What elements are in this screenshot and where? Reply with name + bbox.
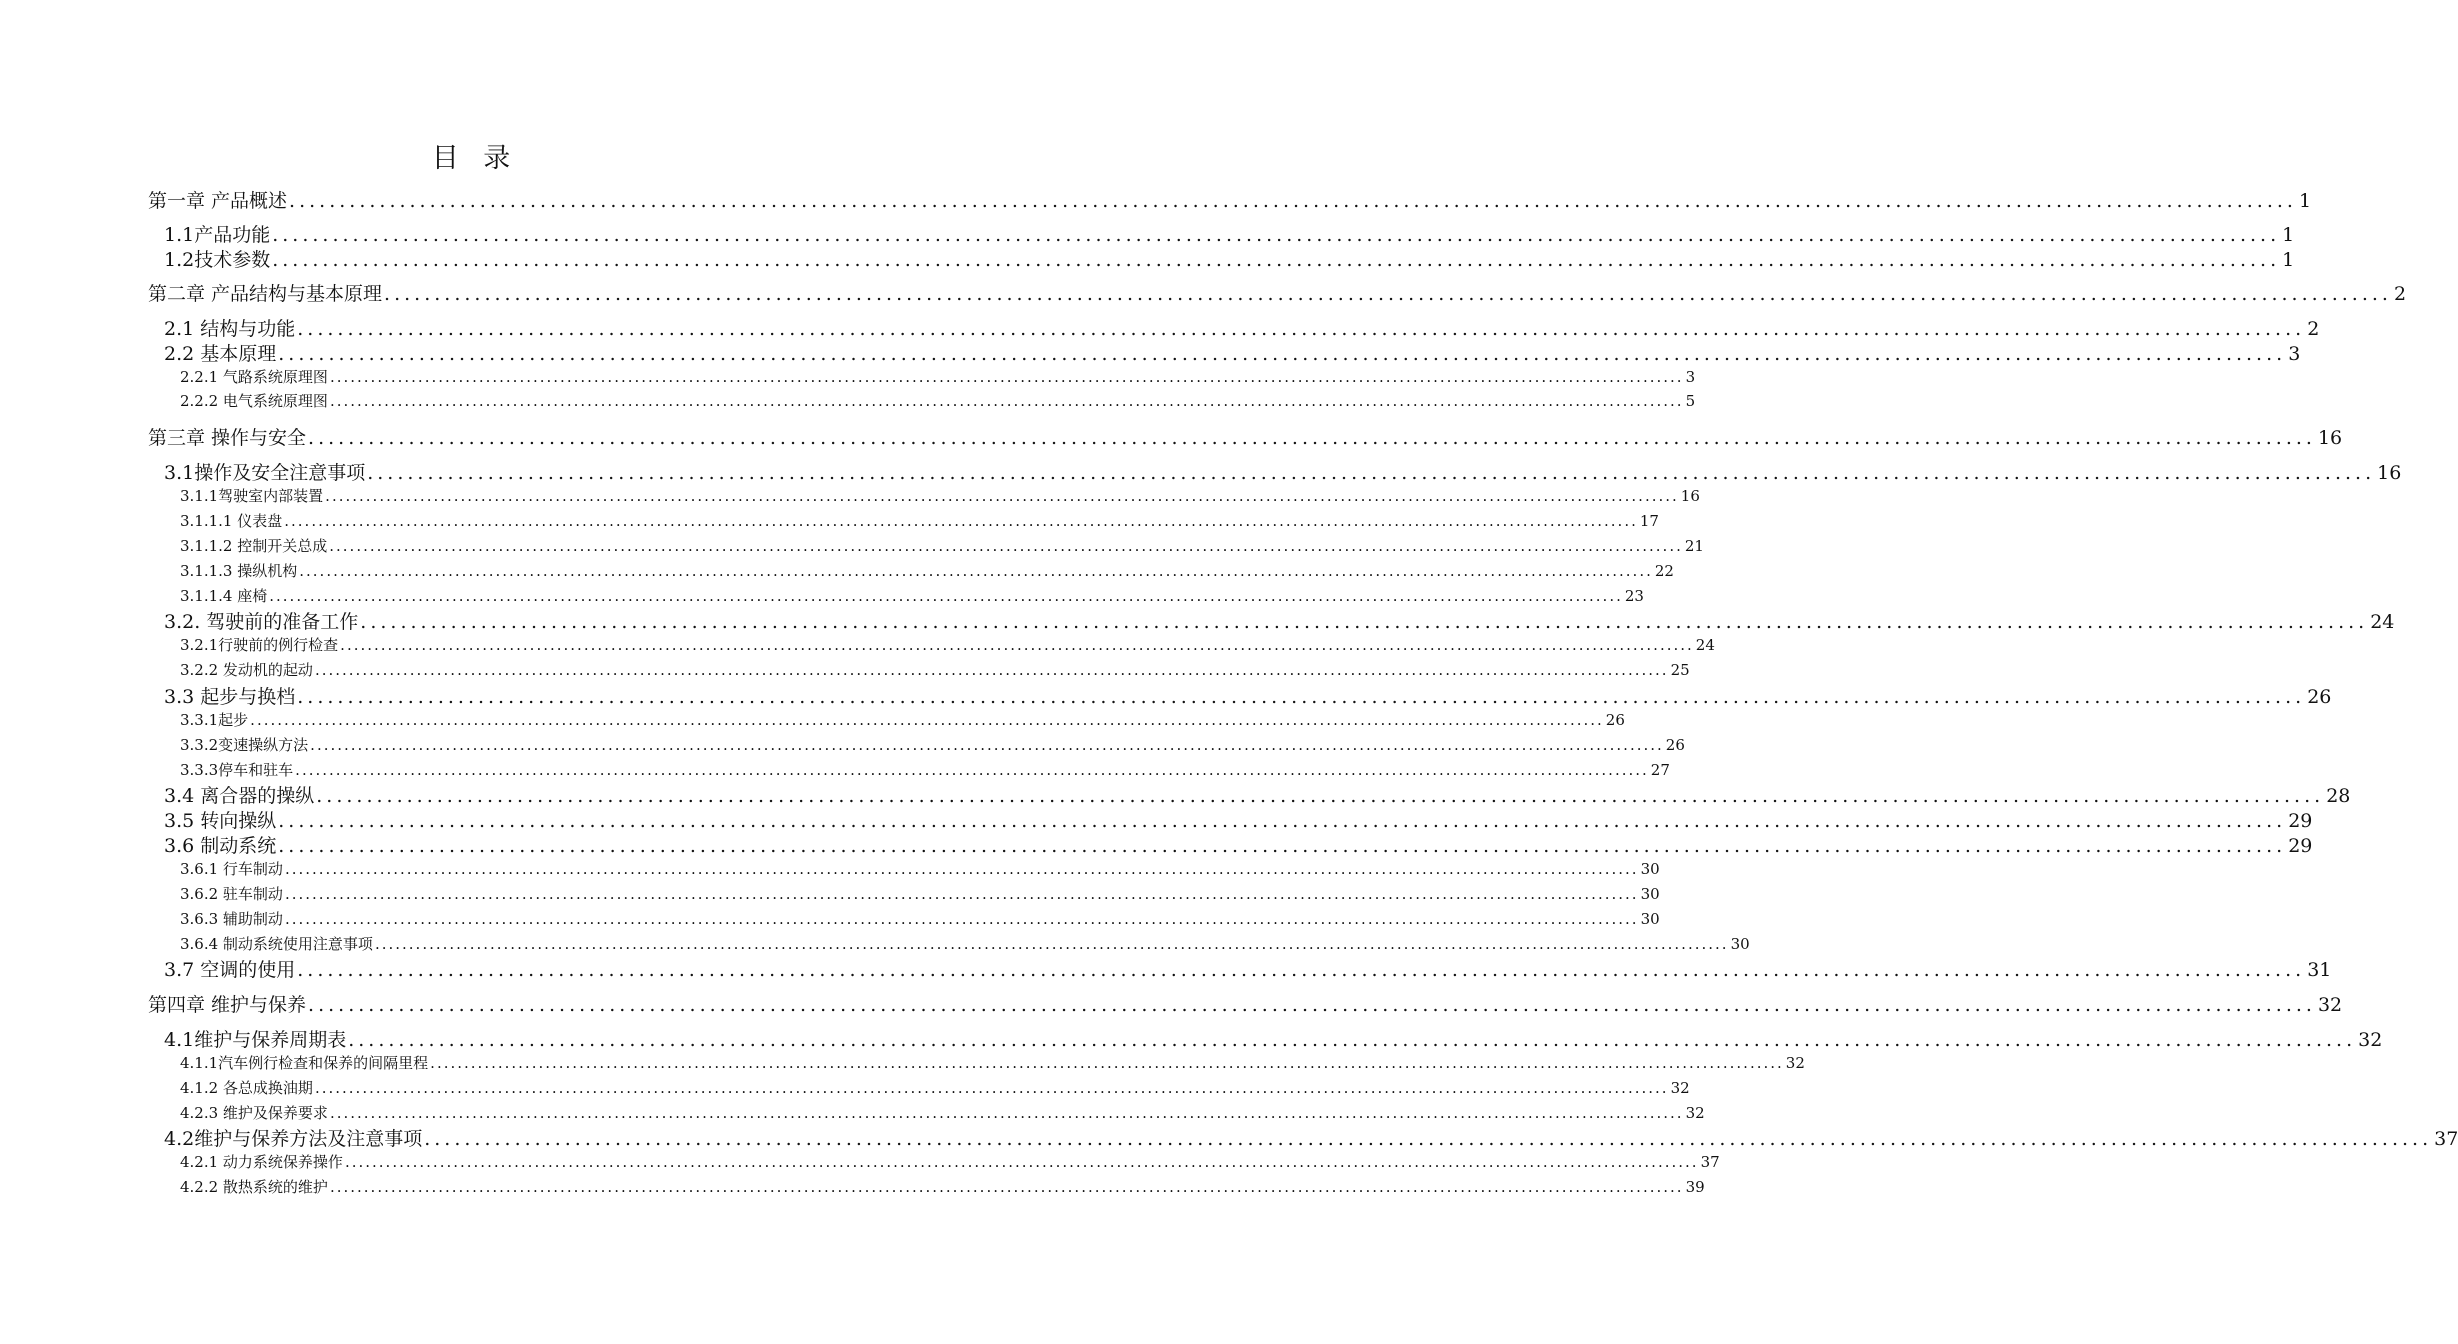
toc-entry-page: 29	[2288, 835, 2313, 857]
toc-leader-dots: ........................................................................................................................................................................................................	[297, 686, 2306, 708]
toc-leader-dots: ........................................................................................................................................................................................................	[250, 711, 1604, 729]
toc-leader-dots: ........................................................................................................................................................................................................	[314, 661, 1669, 679]
toc-entry-page: 3	[1685, 368, 1696, 386]
toc-entry-label: 第四章 维护与保养	[148, 994, 307, 1016]
toc-leader-dots: ........................................................................................................................................................................................................	[329, 368, 1684, 386]
toc-leader-dots: ........................................................................................................................................................................................................	[430, 1054, 1784, 1072]
toc-entry-label: 3.3.1起步	[180, 711, 249, 729]
toc-entry-label: 3.5 转向操纵	[164, 810, 277, 832]
toc-entry-page: 26	[2307, 686, 2332, 708]
toc-leader-dots: ........................................................................................................................................................................................................	[284, 860, 1639, 878]
toc-leader-dots: ........................................................................................................................................................................................................	[329, 392, 1684, 410]
toc-entry[interactable]	[164, 785, 2351, 807]
toc-entry-page: 30	[1730, 935, 1750, 953]
toc-entry-page: 17	[1639, 512, 1659, 530]
toc-leader-dots: ........................................................................................................................................................................................................	[297, 318, 2306, 340]
toc-entry[interactable]	[180, 636, 1715, 654]
toc-leader-dots: ........................................................................................................................................................................................................	[269, 587, 1623, 605]
toc-entry-label: 3.2.1行驶前的例行检查	[180, 636, 339, 654]
toc-entry-page: 31	[2307, 959, 2332, 981]
toc-entry[interactable]	[180, 736, 1685, 754]
toc-entry[interactable]	[164, 611, 2395, 633]
toc-entry-page: 30	[1640, 860, 1660, 878]
toc-leader-dots: ........................................................................................................................................................................................................	[384, 283, 2392, 305]
toc-entry-label: 3.6.3 辅助制动	[180, 910, 283, 928]
toc-entry-page: 1	[2282, 224, 2295, 246]
toc-entry-page: 30	[1640, 885, 1660, 903]
toc-entry[interactable]	[164, 835, 2313, 857]
toc-entry-label: 1.1产品功能	[164, 224, 271, 246]
toc-entry-label: 3.2. 驾驶前的准备工作	[164, 611, 359, 633]
toc-leader-dots: ........................................................................................................................................................................................................	[325, 487, 1679, 505]
toc-entry[interactable]	[148, 283, 2407, 305]
toc-entry-label: 1.2技术参数	[164, 249, 271, 271]
toc-entry[interactable]	[180, 512, 1659, 530]
toc-entry[interactable]	[164, 959, 2332, 981]
toc-entry-label: 3.1.1.2 控制开关总成	[180, 537, 328, 555]
toc-entry[interactable]	[180, 1079, 1690, 1097]
toc-entry-page: 16	[2377, 462, 2402, 484]
toc-entry-label: 3.1.1.4 座椅	[180, 587, 268, 605]
toc-entry[interactable]	[180, 910, 1660, 928]
toc-entry-label: 3.1操作及安全注意事项	[164, 462, 366, 484]
toc-entry-page: 32	[2358, 1029, 2383, 1051]
toc-leader-dots: ........................................................................................................................................................................................................	[424, 1128, 2433, 1150]
toc-entry-page: 26	[1665, 736, 1685, 754]
toc-entry-label: 2.2.2 电气系统原理图	[180, 392, 328, 410]
toc-entry[interactable]	[164, 318, 2320, 340]
toc-leader-dots: ........................................................................................................................................................................................................	[284, 512, 1638, 530]
toc-leader-dots: ........................................................................................................................................................................................................	[278, 343, 2287, 365]
toc-leader-dots: ........................................................................................................................................................................................................	[367, 462, 2376, 484]
toc-leader-dots: ........................................................................................................................................................................................................	[299, 562, 1653, 580]
toc-entry-label: 4.1.2 各总成换油期	[180, 1079, 313, 1097]
toc-leader-dots: ........................................................................................................................................................................................................	[297, 959, 2306, 981]
toc-entry-label: 4.2.1 动力系统保养操作	[180, 1153, 343, 1171]
toc-entry[interactable]	[180, 1153, 1720, 1171]
toc-leader-dots: ........................................................................................................................................................................................................	[308, 994, 2316, 1016]
toc-entry-label: 4.1维护与保养周期表	[164, 1029, 347, 1051]
toc-entry-page: 37	[2434, 1128, 2458, 1150]
toc-leader-dots: ........................................................................................................................................................................................................	[316, 785, 2325, 807]
toc-entry[interactable]	[164, 249, 2295, 271]
toc-entry-page: 26	[1605, 711, 1625, 729]
toc-leader-dots: ........................................................................................................................................................................................................	[348, 1029, 2357, 1051]
toc-entry-label: 4.2维护与保养方法及注意事项	[164, 1128, 423, 1150]
toc-leader-dots: ........................................................................................................................................................................................................	[329, 537, 1683, 555]
toc-leader-dots: ........................................................................................................................................................................................................	[284, 885, 1639, 903]
toc-entry-page: 2	[2393, 283, 2407, 305]
toc-entry[interactable]	[180, 661, 1690, 679]
toc-leader-dots: ........................................................................................................................................................................................................	[278, 835, 2287, 857]
toc-entry-label: 3.4 离合器的操纵	[164, 785, 315, 807]
toc-entry-page: 1	[2298, 190, 2312, 212]
toc-entry[interactable]	[148, 427, 2343, 449]
toc-leader-dots: ........................................................................................................................................................................................................	[295, 761, 1649, 779]
toc-entry-label: 3.3 起步与换档	[164, 686, 296, 708]
toc-entry-page: 32	[1685, 1104, 1705, 1122]
toc-entry-label: 第一章 产品概述	[148, 190, 288, 212]
toc-entry[interactable]	[164, 343, 2301, 365]
toc-entry-label: 4.2.3 维护及保养要求	[180, 1104, 328, 1122]
toc-leader-dots: ........................................................................................................................................................................................................	[329, 1104, 1684, 1122]
toc-entry-label: 3.7 空调的使用	[164, 959, 296, 981]
toc-entry[interactable]	[180, 1178, 1705, 1196]
toc-entry[interactable]	[180, 860, 1660, 878]
toc-entry-label: 3.1.1.3 操纵机构	[180, 562, 298, 580]
toc-entry-label: 3.2.2 发动机的起动	[180, 661, 313, 679]
toc-leader-dots: ........................................................................................................................................................................................................	[310, 736, 1664, 754]
toc-entry-page: 39	[1685, 1178, 1705, 1196]
toc-entry-page: 30	[1640, 910, 1660, 928]
toc-entry[interactable]	[164, 462, 2402, 484]
toc-entry[interactable]	[148, 994, 2343, 1016]
toc-entry-page: 28	[2326, 785, 2351, 807]
toc-entry-page: 23	[1624, 587, 1644, 605]
toc-entry-page: 16	[1680, 487, 1700, 505]
toc-entry[interactable]	[180, 885, 1660, 903]
toc-entry-page: 27	[1650, 761, 1670, 779]
toc-leader-dots: ........................................................................................................................................................................................................	[374, 935, 1729, 953]
toc-entry[interactable]	[180, 487, 1700, 505]
toc-entry[interactable]	[180, 711, 1625, 729]
toc-entry-page: 5	[1685, 392, 1696, 410]
toc-entry-page: 16	[2317, 427, 2343, 449]
toc-entry-label: 3.6.1 行车制动	[180, 860, 283, 878]
toc-entry[interactable]	[164, 1128, 2458, 1150]
toc-entry-page: 24	[1695, 636, 1715, 654]
toc-leader-dots: ........................................................................................................................................................................................................	[272, 224, 2281, 246]
toc-entry-label: 2.2 基本原理	[164, 343, 277, 365]
toc-entry[interactable]	[148, 190, 2312, 212]
toc-entry-page: 32	[1785, 1054, 1805, 1072]
toc-entry[interactable]	[180, 761, 1670, 779]
toc-entry[interactable]	[164, 810, 2313, 832]
toc-entry-page: 22	[1654, 562, 1674, 580]
toc-entry-label: 3.6.4 制动系统使用注意事项	[180, 935, 373, 953]
toc-entry-label: 第二章 产品结构与基本原理	[148, 283, 383, 305]
toc-entry-label: 2.1 结构与功能	[164, 318, 296, 340]
toc-entry[interactable]	[180, 392, 1696, 410]
toc-leader-dots: ........................................................................................................................................................................................................	[344, 1153, 1699, 1171]
toc-leader-dots: ........................................................................................................................................................................................................	[289, 190, 2297, 212]
toc-entry[interactable]	[180, 1054, 1805, 1072]
toc-entry-label: 3.6 制动系统	[164, 835, 277, 857]
toc-entry-page: 37	[1700, 1153, 1720, 1171]
toc-entry-page: 32	[2317, 994, 2343, 1016]
toc-entry[interactable]	[180, 368, 1696, 386]
toc-leader-dots: ........................................................................................................................................................................................................	[329, 1178, 1684, 1196]
toc-entry-page: 2	[2307, 318, 2320, 340]
toc-entry[interactable]	[180, 562, 1674, 580]
toc-title: 目 录	[431, 143, 519, 174]
toc-entry[interactable]	[164, 224, 2295, 246]
toc-leader-dots: ........................................................................................................................................................................................................	[314, 1079, 1669, 1097]
toc-entry[interactable]	[180, 1104, 1705, 1122]
toc-leader-dots: ........................................................................................................................................................................................................	[340, 636, 1694, 654]
toc-entry-page: 1	[2282, 249, 2295, 271]
toc-leader-dots: ........................................................................................................................................................................................................	[284, 910, 1639, 928]
toc-entry-label: 3.6.2 驻车制动	[180, 885, 283, 903]
toc-entry-label: 3.3.3停车和驻车	[180, 761, 294, 779]
toc-entry[interactable]	[164, 686, 2332, 708]
toc-entry-label: 4.2.2 散热系统的维护	[180, 1178, 328, 1196]
toc-entry-page: 29	[2288, 810, 2313, 832]
toc-leader-dots: ........................................................................................................................................................................................................	[278, 810, 2287, 832]
toc-entry-page: 3	[2288, 343, 2301, 365]
toc-entry-page: 21	[1684, 537, 1704, 555]
toc-entry-label: 2.2.1 气路系统原理图	[180, 368, 328, 386]
toc-entry-label: 第三章 操作与安全	[148, 427, 307, 449]
toc-entry[interactable]	[180, 935, 1750, 953]
toc-leader-dots: ........................................................................................................................................................................................................	[360, 611, 2369, 633]
toc-entry[interactable]	[164, 1029, 2383, 1051]
toc-entry-page: 32	[1670, 1079, 1690, 1097]
toc-entry-page: 25	[1670, 661, 1690, 679]
toc-entry-label: 4.1.1汽车例行检查和保养的间隔里程	[180, 1054, 429, 1072]
toc-leader-dots: ........................................................................................................................................................................................................	[308, 427, 2316, 449]
toc-entry-label: 3.1.1.1 仪表盘	[180, 512, 283, 530]
toc-entry-label: 3.1.1驾驶室内部装置	[180, 487, 324, 505]
toc-leader-dots: ........................................................................................................................................................................................................	[272, 249, 2281, 271]
toc-entry-label: 3.3.2变速操纵方法	[180, 736, 309, 754]
toc-entry[interactable]	[180, 587, 1644, 605]
toc-entry-page: 24	[2370, 611, 2395, 633]
toc-entry[interactable]	[180, 537, 1704, 555]
